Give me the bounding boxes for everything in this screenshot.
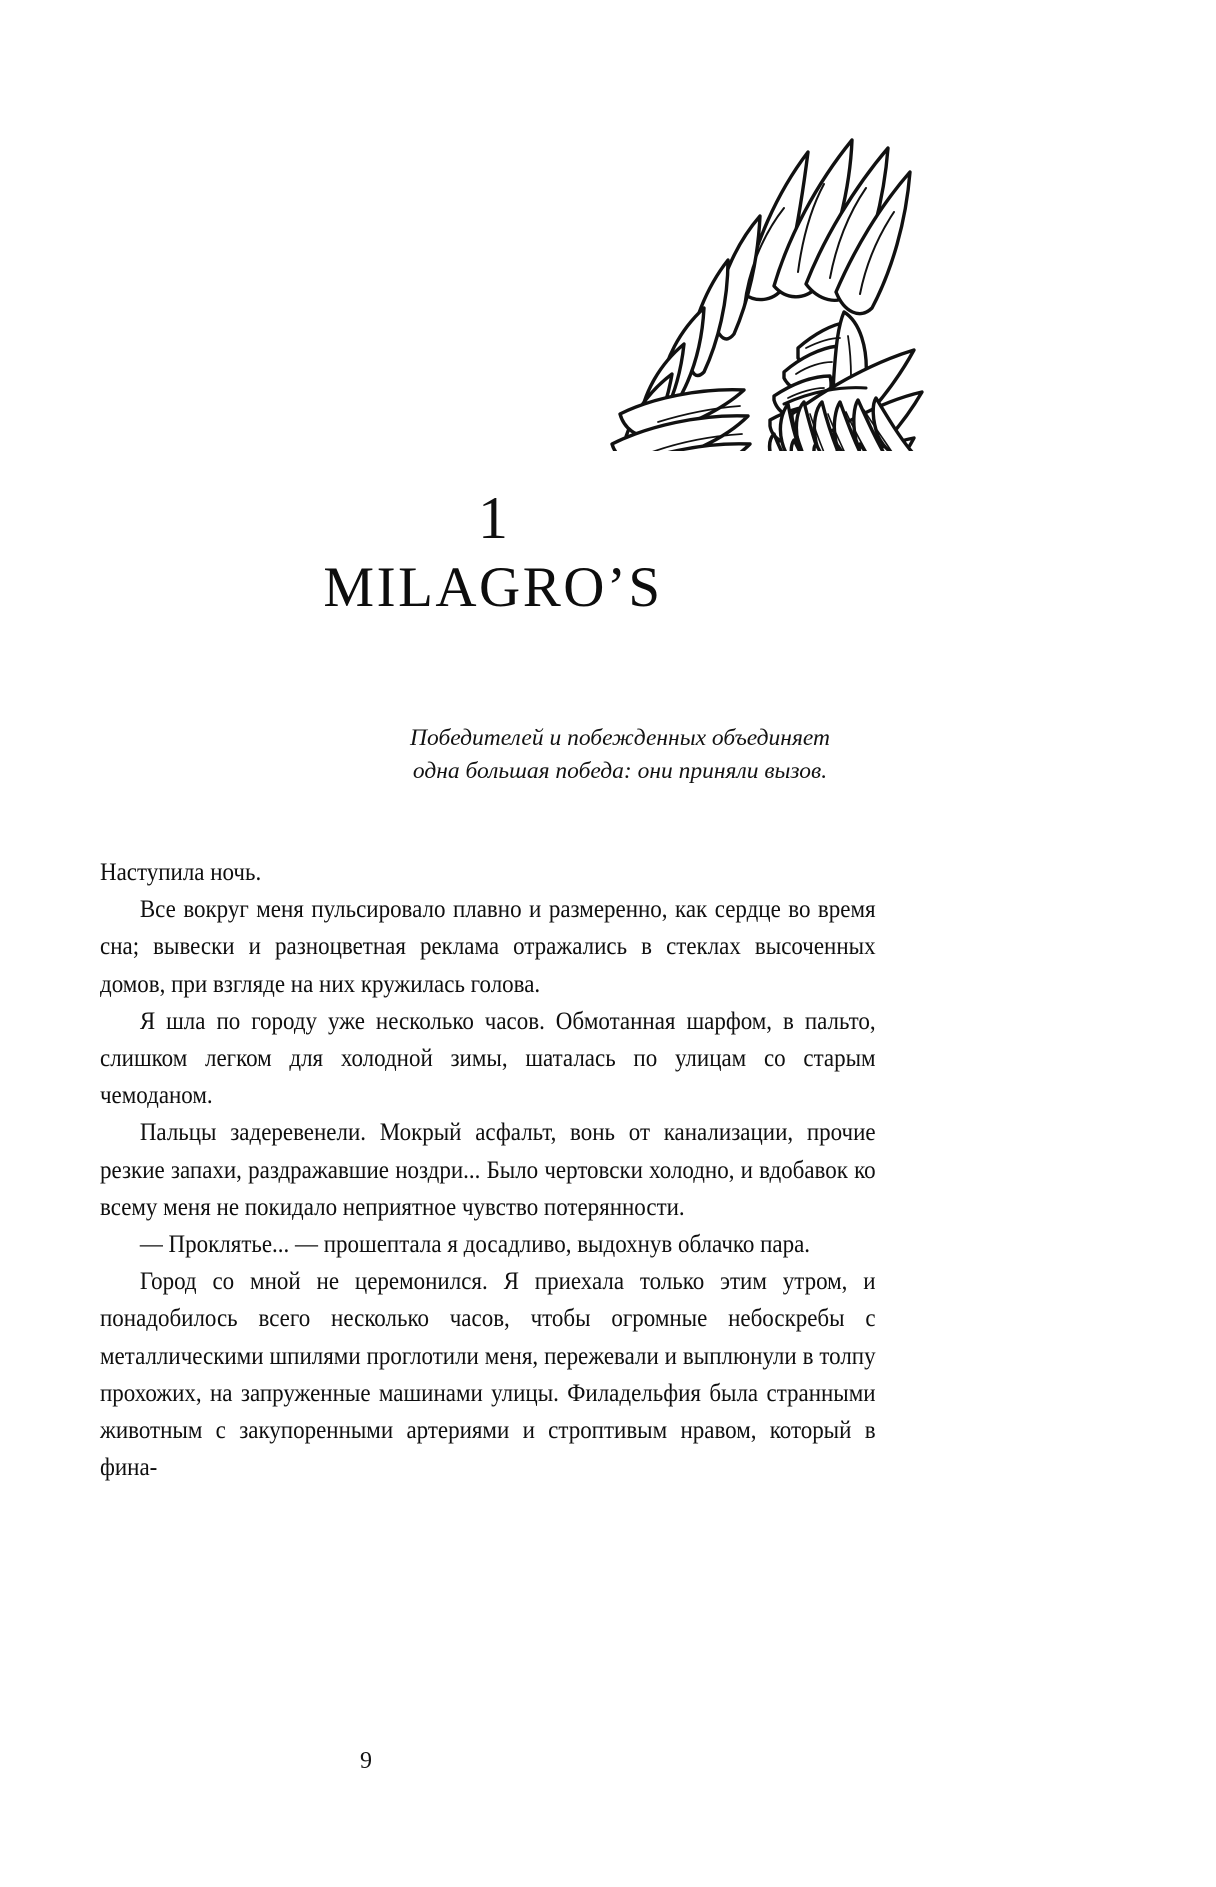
epigraph — [340, 722, 900, 788]
paragraph: Город со мной не церемонился. Я приехала только этим утром, и понадобилось всего несколько часов, чтобы огромные небоскребы с металлическими шпилями проглотили меня, пережевали и выплюнули в толпу прохожих, на запруженные машинами улицы. Филадельфия была странными животным с закупоренными артериями и строптивым нравом, который в фина- — [100, 1267, 876, 1482]
epigraph-line-1: Победителей и побежденных объединяет — [410, 725, 830, 751]
body-text — [100, 854, 876, 1486]
paragraph: Наступила ночь. — [100, 858, 262, 886]
paragraph: Я шла по городу уже несколько часов. Обмотанная шарфом, в пальто, слишком легком для холодной зимы, шаталась по улицам со старым чемоданом. — [100, 1006, 876, 1110]
paragraph: Все вокруг меня пульсировало плавно и размеренно, как сердце во время сна; вывески и разноцветная реклама отражались в стеклах высоченных домов, при взгляде на них кружилась голова. — [100, 895, 876, 998]
paragraph: Пальцы задеревенели. Мокрый асфальт, вонь от канализации, прочие резкие запахи, раздражавшие ноздри... Было чертовски холодно, и вдобавок ко всему меня не покидало неприятное чувство потерянности. — [100, 1118, 876, 1221]
chapter-title: MILAGRO’S — [323, 556, 663, 620]
angel-wings-illustration — [548, 96, 938, 451]
chapter-heading — [0, 485, 1216, 620]
epigraph-line-2: одна большая победа: они приняли вызов. — [412, 758, 828, 784]
page-number: 9 — [360, 1748, 372, 1774]
paragraph: — Проклятье... — прошептала я досадливо, выдохнув облачко пара. — [139, 1230, 811, 1259]
chapter-number: 1 — [478, 485, 508, 551]
